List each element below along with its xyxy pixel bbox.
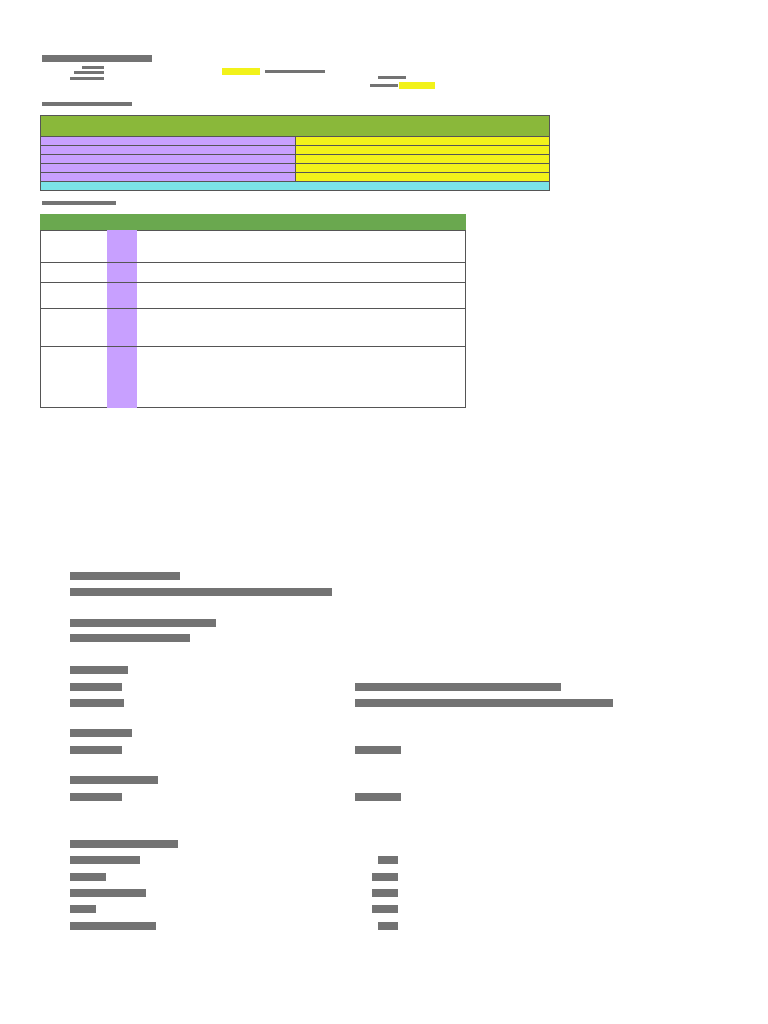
text-line [70, 729, 132, 737]
text-line [372, 905, 398, 913]
complexity-table-divider [40, 282, 466, 283]
complexity-table-body [40, 230, 466, 408]
text-line [70, 699, 124, 707]
text-line [70, 922, 156, 930]
text-line [70, 793, 122, 801]
text-line [355, 683, 561, 691]
complexity-matrix [40, 115, 550, 191]
complexity-table-divider [40, 308, 466, 309]
complexity-table-divider [40, 346, 466, 347]
legend-text [265, 70, 325, 73]
text-line [70, 683, 122, 691]
hours-per-day-value [399, 82, 435, 89]
text-line [70, 588, 332, 596]
text-line [70, 746, 122, 754]
hours-per-day-label [370, 84, 398, 87]
text-line [70, 776, 158, 784]
complexity-table-header [40, 214, 466, 230]
text-line [378, 856, 398, 864]
text-line [355, 699, 613, 707]
text-line [70, 666, 128, 674]
header-field [82, 66, 104, 69]
text-line [372, 873, 398, 881]
header-field [70, 77, 104, 80]
text-line [355, 746, 401, 754]
constants-label [378, 76, 406, 79]
input-cell-swatch [222, 68, 260, 75]
text-line [70, 572, 180, 580]
text-line [372, 889, 398, 897]
text-line [70, 619, 216, 627]
complexity-table-label-column [107, 230, 137, 408]
document-title [42, 55, 152, 62]
section-heading [42, 102, 132, 106]
complexity-table-divider [40, 262, 466, 263]
text-line [70, 856, 140, 864]
text-line [70, 840, 178, 848]
header-field [74, 71, 104, 74]
text-line [378, 922, 398, 930]
text-line [355, 793, 401, 801]
text-line [70, 905, 96, 913]
text-line [70, 634, 190, 642]
text-line [70, 889, 146, 897]
section-heading [42, 201, 116, 205]
text-line [70, 873, 106, 881]
